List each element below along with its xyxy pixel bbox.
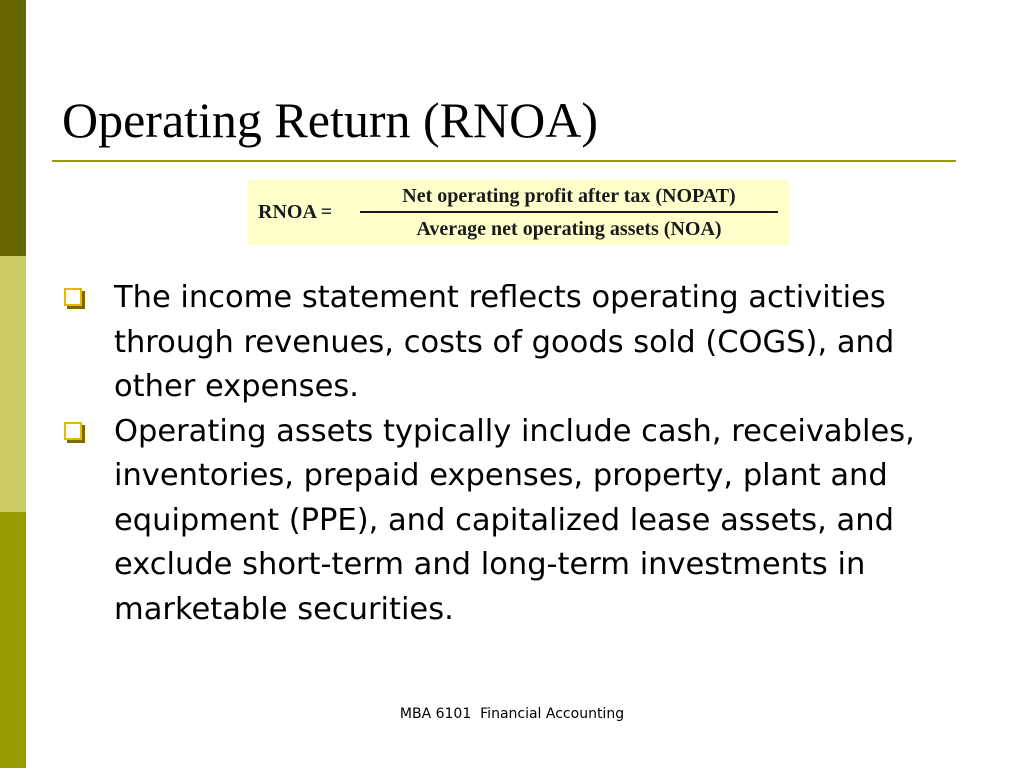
slide-title: Operating Return (RNOA) <box>62 92 598 148</box>
hollow-square-bullet-icon <box>64 422 82 440</box>
bullet-text: Operating assets typically include cash, receivables, inventories, prepaid expenses, property, plant and equipment (PPE), and capitalized lease assets, and exclude short-term and long-term investments in marketable securities. <box>114 413 915 627</box>
formula-fraction <box>360 184 778 241</box>
bullet-list <box>62 276 962 632</box>
bullet-item <box>62 410 962 633</box>
sidebar-decoration-bottom <box>0 512 26 768</box>
bullet-item <box>62 276 962 410</box>
bullet-text: The income statement reflects operating activities through revenues, costs of goods sold (COGS), and other expenses. <box>114 280 895 404</box>
sidebar-decoration-top <box>0 0 26 256</box>
rnoa-formula <box>248 180 789 245</box>
hollow-square-bullet-icon <box>64 288 82 306</box>
formula-lhs: RNOA = <box>258 201 333 223</box>
formula-denominator: Average net operating assets (NOA) <box>416 218 722 240</box>
formula-numerator: Net operating profit after tax (NOPAT) <box>402 185 736 207</box>
fraction-bar <box>360 211 778 213</box>
slide-footer: MBA 6101 Financial Accounting <box>399 706 625 722</box>
sidebar-decoration-middle <box>0 256 26 512</box>
title-underline <box>52 160 956 162</box>
